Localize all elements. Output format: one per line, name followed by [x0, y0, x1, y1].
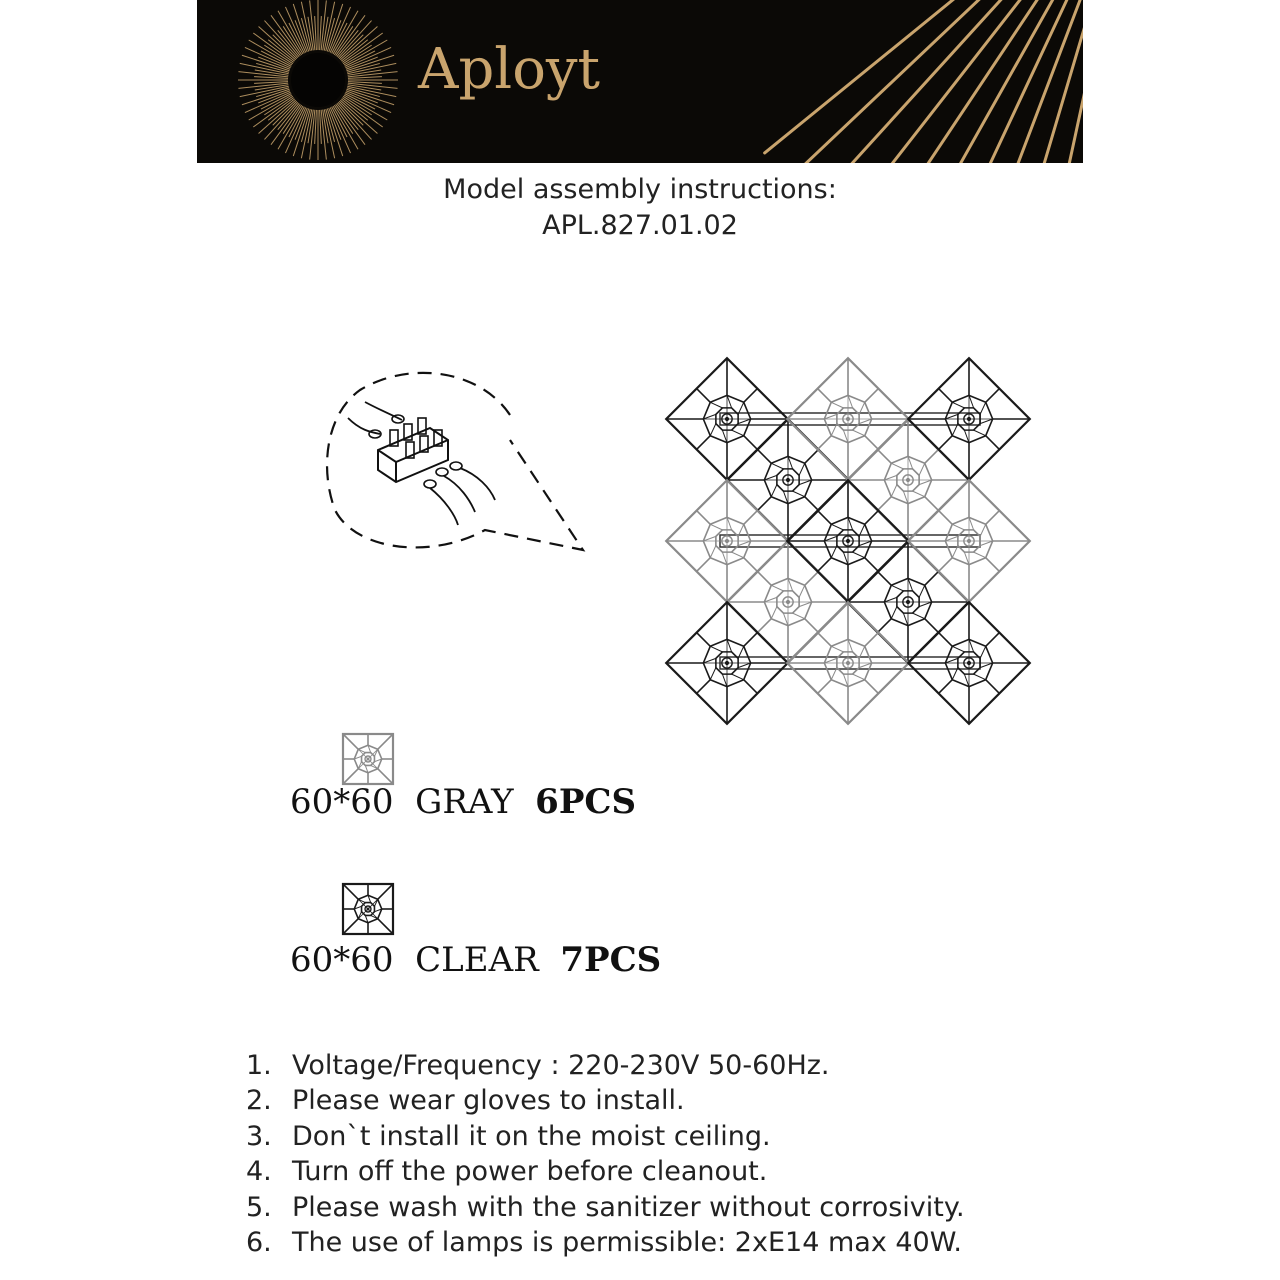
brand-banner: [197, 0, 1083, 163]
note-number: 2.: [246, 1085, 272, 1117]
note-text: Turn off the power before cleanout.: [292, 1156, 768, 1188]
instruction-notes: [246, 1048, 965, 1260]
clear-tile-swatch-icon: [340, 882, 396, 936]
legend-quantity: 7PCS: [560, 940, 662, 980]
note-text: The use of lamps is permissible: 2xE14 max 40W.: [292, 1227, 962, 1259]
page-title: Model assembly instructions:: [443, 174, 837, 205]
legend-gray: [290, 782, 636, 822]
legend-quantity: 6PCS: [535, 782, 637, 822]
terminal-block-callout-icon: [320, 360, 600, 560]
note-text: Please wash with the sanitizer without corrosivity.: [292, 1191, 965, 1223]
crystal-tile-panel-icon: [660, 352, 1040, 742]
sun-burst-icon: [197, 0, 1083, 163]
list-item: [246, 1154, 965, 1189]
note-text: Please wear gloves to install.: [292, 1085, 685, 1117]
list-item: [246, 1190, 965, 1225]
list-item: [246, 1083, 965, 1118]
note-number: 6.: [246, 1227, 272, 1259]
note-number: 3.: [246, 1120, 272, 1152]
legend-color-name: GRAY: [415, 782, 514, 822]
note-text: Don`t install it on the moist ceiling.: [292, 1120, 771, 1152]
legend-size: 60*60: [290, 940, 394, 980]
legend-clear: [290, 940, 661, 980]
list-item: [246, 1048, 965, 1083]
list-item: [246, 1119, 965, 1154]
legend-size: 60*60: [290, 782, 394, 822]
note-number: 4.: [246, 1156, 272, 1188]
note-number: 5.: [246, 1191, 272, 1223]
note-text: Voltage/Frequency : 220-230V 50-60Hz.: [292, 1050, 830, 1081]
model-number: APL.827.01.02: [542, 210, 738, 241]
list-item: [246, 1225, 965, 1260]
gray-tile-swatch-icon: [340, 732, 396, 786]
brand-name: Aployt: [418, 37, 601, 102]
legend-color-name: CLEAR: [415, 940, 539, 980]
note-number: 1.: [246, 1050, 272, 1081]
